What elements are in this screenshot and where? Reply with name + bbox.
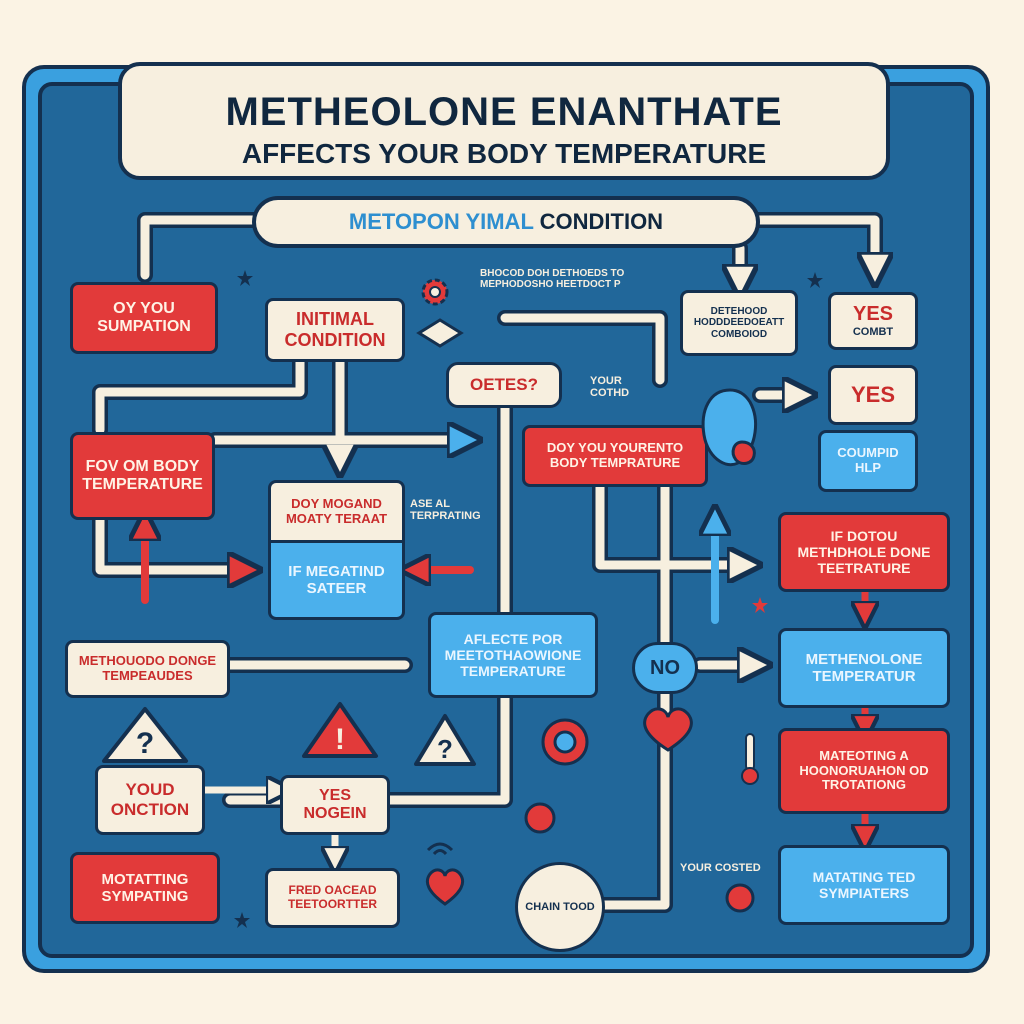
question-triangle-icon xyxy=(412,712,478,768)
condition-banner-label-b: CONDITION xyxy=(539,209,664,234)
star-icon xyxy=(805,270,825,290)
node-no: NO xyxy=(632,642,698,694)
node-matating-ted: MATATING TED SYMPIATERS xyxy=(778,845,950,925)
svg-text:!: ! xyxy=(335,723,345,756)
anatomical-heart-icon xyxy=(690,380,770,480)
node-fred-oacead: FRED OACEAD TEETOORTTER xyxy=(265,868,400,928)
star-icon xyxy=(235,268,255,288)
node-detehood: DETEHOOD HODDDEEDOEATT COMBOIOD xyxy=(680,290,798,356)
thermometer-icon xyxy=(730,730,770,790)
yes-combt-sublabel: COMBT xyxy=(852,326,894,339)
question-triangle-icon xyxy=(100,705,190,765)
gauge-icon xyxy=(722,880,758,916)
yes-combt-label: YES xyxy=(852,303,894,326)
node-if-dotou: IF DOTOU METHDHOLE DONE TEETRATURE xyxy=(778,512,950,592)
diamond-icon xyxy=(415,318,465,348)
node-doy-mogand: DOY MOGAND MOATY TERAAT xyxy=(268,480,405,540)
node-chain-tood: CHAIN TOOD xyxy=(515,862,605,952)
gear-icon xyxy=(535,712,595,772)
warning-triangle-icon xyxy=(300,700,380,760)
gear-icon xyxy=(415,272,455,312)
node-initial-condition: INITIMAL CONDITION xyxy=(265,298,405,362)
note-your-cotho: YOUR COTHD xyxy=(590,375,630,400)
heart-icon xyxy=(636,700,700,756)
node-if-megating: IF MEGATIND SATEER xyxy=(268,540,405,620)
node-afflecte: AFLECTE POR MEETOTHAOWIONE TEMPERATURE xyxy=(428,612,598,698)
node-doy-you: DOY YOU YOURENTO BODY TEMPRATURE xyxy=(522,425,708,487)
node-mateoting: MATEOTING A HOONORUAHON OD TROTATIONG xyxy=(778,728,950,814)
svg-text:?: ? xyxy=(437,734,453,764)
node-coumpid: COUMPID HLP xyxy=(818,430,918,492)
star-icon xyxy=(750,595,770,615)
gauge-icon xyxy=(520,798,560,838)
node-yes-combt xyxy=(828,292,918,350)
title-banner xyxy=(118,62,890,180)
node-oetes: OETES? xyxy=(446,362,562,408)
note-ase-al: ASE AL TERPRATING xyxy=(410,498,481,523)
node-yes-nogein: YES NOGEIN xyxy=(280,775,390,835)
wifi-icon xyxy=(420,832,460,862)
node-methouodo: METHOUODO DONGE TEMPEAUDES xyxy=(65,640,230,698)
svg-text:?: ? xyxy=(135,727,155,760)
node-oy-you: OY YOU SUMPATION xyxy=(70,282,218,354)
condition-banner xyxy=(252,196,760,248)
note-your-costed: YOUR COSTED xyxy=(680,862,761,874)
heart-icon xyxy=(420,860,470,910)
node-methenolone-temp: METHENOLONE TEMPERATUR xyxy=(778,628,950,708)
node-youd-onction: YOUD ONCTION xyxy=(95,765,205,835)
node-yes-2: YES xyxy=(828,365,918,425)
page-subtitle: AFFECTS YOUR BODY TEMPERATURE xyxy=(241,138,767,169)
star-icon xyxy=(232,910,252,930)
note-top-center: BHOCOD DOH DETHOEDS TO MEPHODOSHO HEETDOCT P xyxy=(480,268,625,290)
node-motatting: MOTATTING SYMPATING xyxy=(70,852,220,924)
page-title: METHEOLONE ENANTHATE xyxy=(225,90,783,134)
condition-banner-label-a: METOPON YIMAL xyxy=(348,209,534,234)
node-fov-body: FOV OM BODY TEMPERATURE xyxy=(70,432,215,520)
